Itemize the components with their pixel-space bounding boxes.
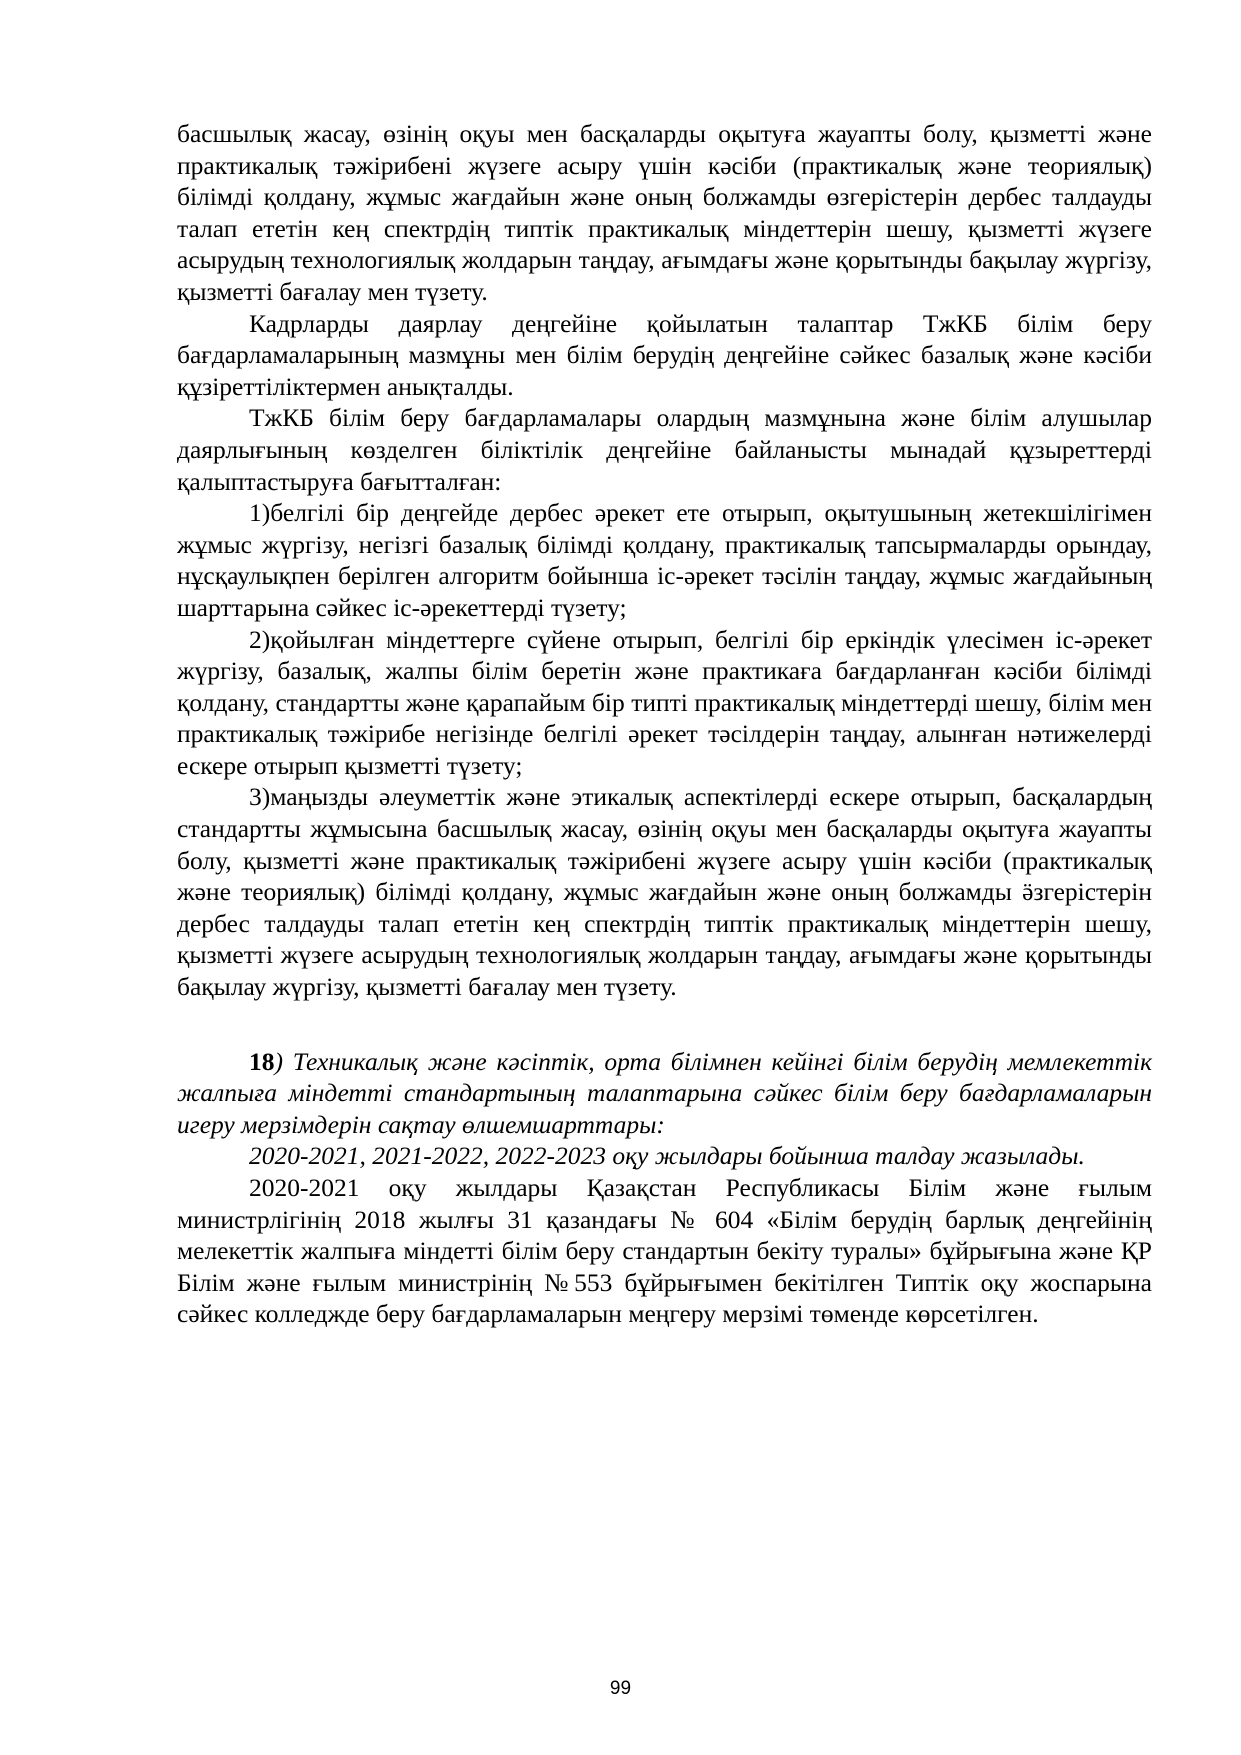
section-note: 2020-2021, 2021-2022, 2022-2023 оқу жылдары бойынша талдау жазылады. [249,1141,1085,1171]
section-spacer [177,1003,1152,1046]
section-heading [177,1046,1152,1141]
section-body: 2020-2021 оқу жылдары Қазақстан Республикасы Білім және ғылым министрлігінің 2018 жылғы 31 қазандағы № 604 «Білім берудің барлық деңгейінің мелекеттік жалпыға міндетті білім беру стандартын бекіту туралы» бұйрығына және ҚР Білім және ғылым министрінің №553 бұйрығымен бекітілген Типтік оқу жоспарына сәйкес колледжде беру бағдарламаларын меңгеру мерзімі төменде көрсетілген. [177,1173,1152,1329]
paragraph-competencies-intro: ТжКБ білім беру бағдарламалары олардың мазмұнына және білім алушылар даярлығының көзделген біліктілік деңгейіне байланысты мынадай құзыреттерді қалыптастыруға бағытталған: [177,403,1152,496]
page-number: 99 [609,1678,632,1699]
paragraph-continuation: басшылық жасау, өзінің оқуы мен басқаларды оқытуға жауапты болу, қызметті және практикалық тәжірибені жүзеге асыру үшін кәсіби (практикалық және теориялық) білімді қолдану, жұмыс жағдайын және оның болжамды өзгерістерін дербес талдауды талап ететін кең спектрдің типтік практикалық міндеттерін шешу, қызметті жүзеге асырудың технологиялық жолдарын таңдау, ағымдағы және қорытынды бақылау жүргізу, қызметті бағалау мен түзету. [177,119,1152,306]
document-page [177,118,1152,1330]
section-number: 18 [249,1046,275,1076]
paragraph-requirements: Кадрларды даярлау деңгейіне қойылатын талаптар ТжКБ білім беру бағдарламаларының мазмұны мен білім берудің деңгейіне сәйкес базалық және кәсіби құзіреттіліктермен анықталды. [177,308,1152,401]
list-item-3: 3)маңызды әлеуметтік және этикалық аспектілерді ескере отырып, басқалардың стандартты жұмысына басшылық жасау, өзінің оқуы мен басқаларды оқытуға жауапты болу, қызметті және практикалық тәжірибені жүзеге асыру үшін кәсіби (практикалық және теориялық) білімді қолдану, жұмыс жағдайын және оның болжамды ӛзгерістерін дербес талдауды талап ететін кең спектрдің типтік практикалық міндеттерін шешу, қызметті жүзеге асырудың технологиялық жолдарын таңдау, ағымдағы және қорытынды бақылау жүргізу, қызметті бағалау мен түзету. [177,782,1152,1002]
list-item-1: 1)белгілі бір деңгейде дербес әрекет ете отырып, оқытушының жетекшілігімен жұмыс жүргізу, негізгі базалық білімді қолдану, практикалық тапсырмаларды орындау, нұсқаулықпен берілген алгоритм бойынша іс-әрекет тәсілін таңдау, жұмыс жағдайының шарттарына сәйкес іс-әрекеттерді түзету; [177,498,1152,622]
list-item-2: 2)қойылған міндеттерге сүйене отырып, белгілі бір еркіндік үлесімен іс-әрекет жүргізу, базалық, жалпы білім беретін және практикаға бағдарланған кәсіби білімді қолдану, стандартты және қарапайым бір типті практикалық міндеттерді шешу, білім мен практикалық тәжірибе негізінде белгілі әрекет тәсілдерін таңдау, алынған нәтижелерді ескере отырып қызметті түзету; [177,624,1152,780]
section-heading-text: ) Техникалық және кәсіптік, орта білімнен кейінгі білім берудің мемлекеттік жалпыға міндетті стандартының талаптарына сәйкес білім беру бағдарламаларын игеру мерзімдерін сақтау өлшемшарттары: [177,1046,1152,1139]
